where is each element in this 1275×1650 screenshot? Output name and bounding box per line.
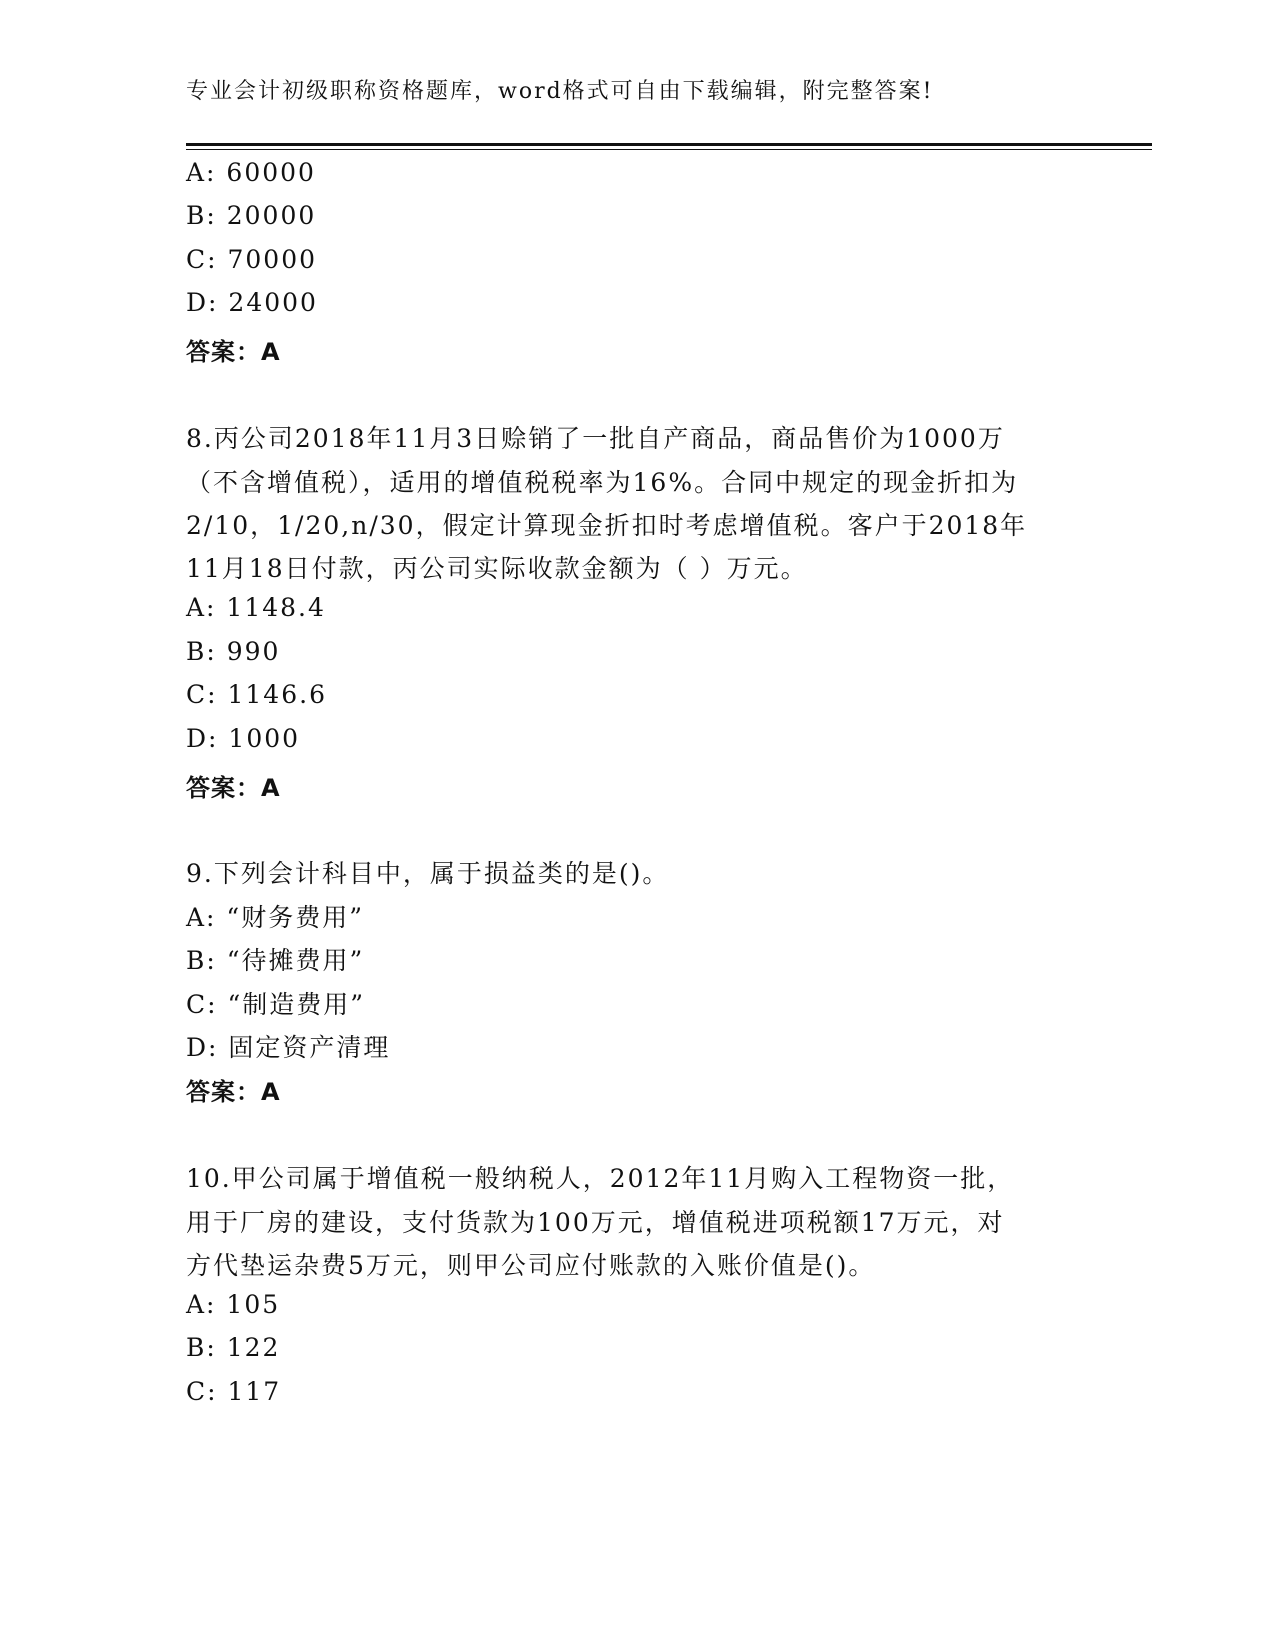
q9-answer: 答案：A [186,1078,281,1106]
page-header: 专业会计初级职称资格题库，word格式可自由下载编辑，附完整答案! [186,79,934,104]
q8-stem-line-3: 2/10，1/20,n/30，假定计算现金折扣时考虑增值税。客户于2018年 [186,511,1028,540]
q7-answer: 答案：A [186,338,281,366]
q9-option-a: A: “财务费用” [186,903,364,932]
q10-option-b: B: 122 [186,1333,281,1362]
q10-option-c: C: 117 [186,1377,282,1406]
q9-option-b: B: “待摊费用” [186,946,365,975]
q7-option-d: D: 24000 [186,288,318,317]
q10-option-a: A: 105 [186,1290,281,1319]
q9-option-c: C: “制造费用” [186,990,366,1019]
q10-stem-line-1: 10.甲公司属于增值税一般纳税人，2012年11月购入工程物资一批， [186,1164,1015,1193]
q9-option-d: D: 固定资产清理 [186,1033,391,1062]
q10-stem-line-2: 用于厂房的建设，支付货款为100万元，增值税进项税额17万元，对 [186,1208,1005,1237]
q8-answer: 答案：A [186,774,281,802]
q7-option-a: A: 60000 [186,158,316,187]
header-divider [186,143,1152,150]
q7-option-c: C: 70000 [186,245,318,274]
q8-option-b: B: 990 [186,637,281,666]
q10-stem-line-3: 方代垫运杂费5万元，则甲公司应付账款的入账价值是()。 [186,1251,876,1280]
q7-option-b: B: 20000 [186,201,317,230]
q8-option-d: D: 1000 [186,724,301,753]
q8-stem-line-2: （不含增值税），适用的增值税税率为16%。合同中规定的现金折扣为 [186,468,1019,497]
q8-stem-line-1: 8.丙公司2018年11月3日赊销了一批自产商品，商品售价为1000万 [186,424,1005,453]
q8-stem-line-4: 11月18日付款，丙公司实际收款金额为（ ）万元。 [186,554,808,583]
q8-option-c: C: 1146.6 [186,680,327,709]
q9-stem-line-1: 9.下列会计科目中，属于损益类的是()。 [186,859,670,888]
q8-option-a: A: 1148.4 [186,593,326,622]
